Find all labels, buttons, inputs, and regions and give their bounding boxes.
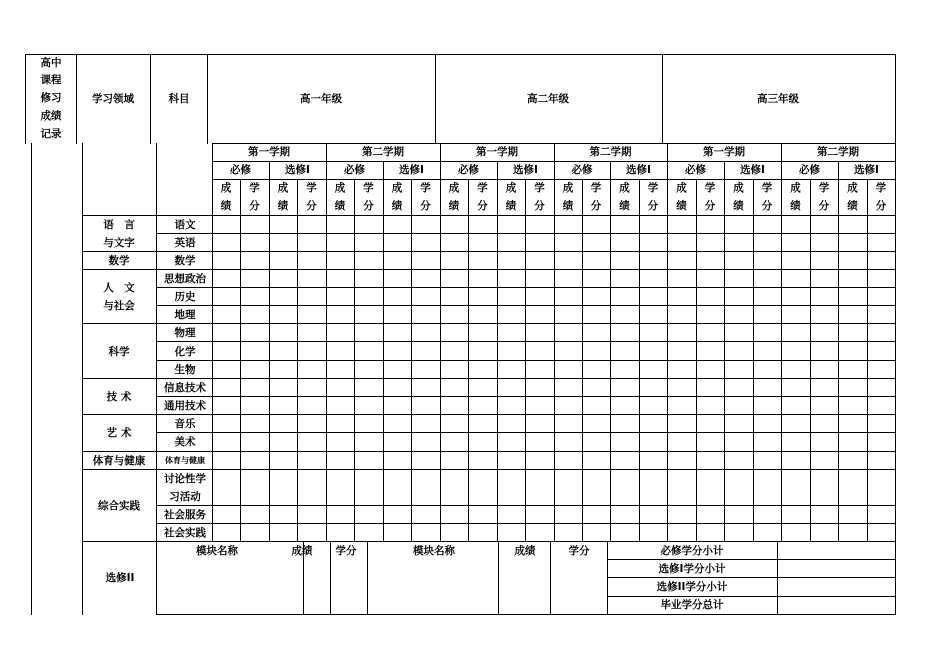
grid-line bbox=[895, 541, 896, 615]
grid-line bbox=[156, 414, 896, 415]
grid-line bbox=[607, 596, 896, 597]
subject-math: 数学 bbox=[174, 254, 196, 267]
grid-line bbox=[607, 559, 896, 560]
subject-column-header: 科目 bbox=[168, 92, 190, 105]
credit-header: 学 bbox=[249, 181, 260, 194]
subject-music: 音乐 bbox=[174, 417, 196, 430]
grid-line bbox=[867, 179, 868, 542]
elective2-label: 选修II bbox=[105, 571, 135, 584]
credit-header: 分 bbox=[647, 199, 659, 212]
credit-header: 学 bbox=[704, 181, 716, 194]
grid-line bbox=[610, 161, 611, 542]
domain-art: 艺 术 bbox=[106, 426, 132, 439]
grid-line bbox=[156, 251, 896, 252]
required-header: 必修 bbox=[685, 163, 706, 176]
grade-1-header: 高一年级 bbox=[300, 92, 342, 105]
grid-line bbox=[156, 378, 896, 379]
grid-line bbox=[156, 323, 896, 324]
grid-line bbox=[367, 541, 368, 615]
module-name-header-1: 模块名称 bbox=[196, 544, 238, 557]
grid-line bbox=[156, 451, 896, 452]
subject-social-practice: 社会实践 bbox=[164, 526, 206, 539]
score-header: 成 bbox=[505, 181, 517, 194]
score-header: 成 bbox=[619, 181, 630, 194]
score-header: 绩 bbox=[676, 199, 687, 212]
credit-header: 分 bbox=[249, 199, 260, 212]
grid-line bbox=[269, 161, 270, 542]
credit-header: 分 bbox=[761, 199, 773, 212]
score-header: 绩 bbox=[733, 199, 744, 212]
grid-line bbox=[607, 541, 608, 615]
grid-line bbox=[724, 161, 725, 542]
grid-line bbox=[781, 143, 782, 542]
credit-header: 学 bbox=[306, 181, 317, 194]
corner-label-line-3: 修习 bbox=[40, 91, 62, 104]
elective1-header: 选修Ⅰ bbox=[285, 163, 310, 176]
grid-line bbox=[31, 143, 32, 615]
grid-line bbox=[82, 251, 157, 252]
grid-line bbox=[82, 323, 157, 324]
grid-line bbox=[525, 179, 526, 542]
corner-label-line-1: 高中 bbox=[40, 56, 62, 69]
grid-line bbox=[82, 414, 157, 415]
grade-3-header: 高三年级 bbox=[757, 92, 799, 105]
grid-line bbox=[25, 54, 26, 144]
elective1-header: 选修Ⅰ bbox=[740, 163, 765, 176]
grid-line bbox=[662, 54, 663, 144]
credit-header: 学 bbox=[363, 181, 374, 194]
grid-line bbox=[753, 179, 754, 542]
graduation-credit-total: 毕业学分总计 bbox=[660, 598, 724, 611]
semester-header: 第一学期 bbox=[476, 145, 518, 158]
score-header: 成 bbox=[391, 181, 403, 194]
required-header: 必修 bbox=[458, 163, 479, 176]
grid-line bbox=[550, 541, 551, 615]
credit-header: 学 bbox=[761, 181, 773, 194]
subject-history: 历史 bbox=[174, 290, 196, 303]
subject-chinese: 语文 bbox=[174, 218, 196, 231]
grid-line bbox=[497, 161, 498, 542]
subject-inquiry-line-1: 讨论性学 bbox=[164, 472, 206, 485]
domain-humanities-line-1: 人 文 bbox=[103, 281, 135, 294]
credit-header: 分 bbox=[818, 199, 830, 212]
score-header: 绩 bbox=[334, 199, 346, 212]
subject-inquiry-line-2: 习活动 bbox=[169, 490, 201, 503]
elective2-credit-subtotal: 选修II学分小计 bbox=[656, 580, 728, 593]
grid-line bbox=[150, 54, 151, 144]
subject-politics: 思想政治 bbox=[164, 272, 206, 285]
grid-line bbox=[156, 432, 896, 433]
grid-line bbox=[297, 179, 298, 542]
subject-pe: 体育与健康 bbox=[165, 456, 205, 465]
score-header: 绩 bbox=[619, 199, 630, 212]
elective1-header: 选修Ⅰ bbox=[399, 163, 424, 176]
score-header-1: 成绩 bbox=[291, 544, 313, 557]
grid-line bbox=[777, 541, 778, 615]
credit-header: 分 bbox=[477, 199, 488, 212]
corner-label-line-5: 记录 bbox=[40, 127, 62, 140]
subject-it: 信息技术 bbox=[164, 381, 206, 394]
grid-line bbox=[810, 179, 811, 542]
elective1-header: 选修Ⅰ bbox=[513, 163, 538, 176]
grade-2-header: 高二年级 bbox=[527, 92, 569, 105]
grid-line bbox=[156, 469, 896, 470]
elective1-header: 选修Ⅰ bbox=[626, 163, 651, 176]
grid-line bbox=[156, 287, 896, 288]
credit-header: 学 bbox=[420, 181, 431, 194]
score-header: 成 bbox=[220, 181, 232, 194]
semester-header: 第二学期 bbox=[817, 145, 859, 158]
domain-practice: 综合实践 bbox=[98, 499, 140, 512]
score-header: 成 bbox=[733, 181, 744, 194]
domain-language-line-2: 与文字 bbox=[103, 236, 135, 249]
grid-line bbox=[639, 179, 640, 542]
grid-line bbox=[326, 143, 327, 542]
module-name-header-2: 模块名称 bbox=[413, 544, 455, 557]
domain-science: 科学 bbox=[108, 345, 130, 358]
credit-header: 分 bbox=[363, 199, 374, 212]
corner-label-line-4: 成绩 bbox=[40, 109, 62, 122]
semester-header: 第二学期 bbox=[589, 145, 632, 158]
grid-line bbox=[156, 541, 896, 542]
grid-line bbox=[582, 179, 583, 542]
grid-line bbox=[156, 143, 157, 615]
required-header: 必修 bbox=[799, 163, 820, 176]
domain-technology: 技 术 bbox=[106, 390, 132, 403]
score-header: 绩 bbox=[790, 199, 801, 212]
grid-line bbox=[667, 143, 668, 542]
score-header: 绩 bbox=[448, 199, 460, 212]
corner-label-line-2: 课程 bbox=[40, 73, 62, 86]
grid-line bbox=[82, 469, 157, 470]
score-header: 成 bbox=[448, 181, 460, 194]
credit-header: 学 bbox=[477, 181, 488, 194]
grid-line bbox=[354, 179, 355, 542]
credit-header: 学 bbox=[875, 181, 887, 194]
grid-line bbox=[156, 215, 896, 216]
grid-line bbox=[82, 269, 157, 270]
credit-header: 分 bbox=[590, 199, 602, 212]
grid-line bbox=[156, 396, 896, 397]
score-header: 成 bbox=[790, 181, 801, 194]
score-header-2: 成绩 bbox=[514, 544, 536, 557]
credit-header: 分 bbox=[534, 199, 545, 212]
grid-line bbox=[895, 143, 896, 542]
grid-line bbox=[82, 451, 157, 452]
semester-header: 第二学期 bbox=[362, 145, 404, 158]
grid-line bbox=[212, 143, 213, 542]
grid-line bbox=[607, 577, 896, 578]
domain-pe: 体育与健康 bbox=[92, 454, 146, 467]
grid-line bbox=[82, 541, 157, 542]
grid-line bbox=[156, 233, 896, 234]
grid-line bbox=[411, 179, 412, 542]
credit-header: 学 bbox=[818, 181, 830, 194]
credit-header: 学 bbox=[647, 181, 659, 194]
subject-physics: 物理 bbox=[174, 326, 196, 339]
required-header: 必修 bbox=[230, 163, 251, 176]
domain-humanities-line-2: 与社会 bbox=[103, 299, 135, 312]
grid-line bbox=[554, 143, 555, 542]
subject-community-service: 社会服务 bbox=[164, 508, 206, 521]
score-header: 绩 bbox=[847, 199, 858, 212]
elective1-header: 选修Ⅰ bbox=[854, 163, 879, 176]
grid-line bbox=[468, 179, 469, 542]
grid-line bbox=[838, 161, 839, 542]
score-header: 绩 bbox=[505, 199, 517, 212]
domain-language-line-1: 语 言 bbox=[103, 218, 135, 231]
grid-line bbox=[696, 179, 697, 542]
required-header: 必修 bbox=[571, 163, 593, 176]
grid-line bbox=[383, 161, 384, 542]
required-credit-subtotal: 必修学分小计 bbox=[660, 544, 724, 557]
credit-header: 分 bbox=[704, 199, 716, 212]
credit-header: 学 bbox=[534, 181, 545, 194]
required-header: 必修 bbox=[344, 163, 365, 176]
elective1-credit-subtotal: 选修Ⅰ学分小计 bbox=[658, 562, 726, 575]
grid-line bbox=[156, 523, 896, 524]
grid-line bbox=[435, 54, 436, 144]
grid-line bbox=[240, 179, 241, 542]
semester-header: 第一学期 bbox=[703, 145, 745, 158]
credit-header: 分 bbox=[875, 199, 887, 212]
subject-english: 英语 bbox=[174, 236, 196, 249]
semester-header: 第一学期 bbox=[248, 145, 290, 158]
grid-line bbox=[330, 541, 331, 615]
credit-header: 学 bbox=[590, 181, 602, 194]
credit-header: 分 bbox=[420, 199, 431, 212]
grid-line bbox=[82, 378, 157, 379]
subject-fine-art: 美术 bbox=[174, 435, 196, 448]
score-header: 绩 bbox=[562, 199, 574, 212]
grid-line bbox=[82, 143, 83, 615]
grid-line bbox=[156, 360, 896, 361]
score-header: 成 bbox=[562, 181, 574, 194]
score-header: 绩 bbox=[277, 199, 289, 212]
grid-line bbox=[25, 54, 896, 55]
grid-line bbox=[498, 541, 499, 615]
grid-line bbox=[440, 143, 441, 542]
grid-line bbox=[156, 341, 896, 342]
grid-line bbox=[207, 54, 208, 144]
subject-geography: 地理 bbox=[174, 308, 196, 321]
grid-line bbox=[76, 54, 77, 144]
credit-header-2: 学分 bbox=[568, 544, 590, 557]
grid-line bbox=[82, 215, 157, 216]
subject-biology: 生物 bbox=[174, 363, 196, 376]
score-header: 绩 bbox=[391, 199, 403, 212]
score-header: 成 bbox=[676, 181, 687, 194]
credit-header-1: 学分 bbox=[335, 544, 357, 557]
subject-general-tech: 通用技术 bbox=[164, 399, 206, 412]
credit-header: 分 bbox=[306, 199, 317, 212]
domain-math: 数学 bbox=[108, 254, 130, 267]
score-header: 绩 bbox=[220, 199, 232, 212]
grid-line bbox=[895, 54, 896, 144]
grid-line bbox=[156, 614, 896, 615]
grid-line bbox=[156, 269, 896, 270]
grid-line bbox=[156, 305, 896, 306]
score-header: 成 bbox=[334, 181, 346, 194]
score-header: 成 bbox=[277, 181, 289, 194]
domain-column-header: 学习领域 bbox=[92, 92, 134, 105]
subject-chemistry: 化学 bbox=[174, 345, 196, 358]
grid-line bbox=[156, 505, 896, 506]
score-header: 成 bbox=[847, 181, 858, 194]
